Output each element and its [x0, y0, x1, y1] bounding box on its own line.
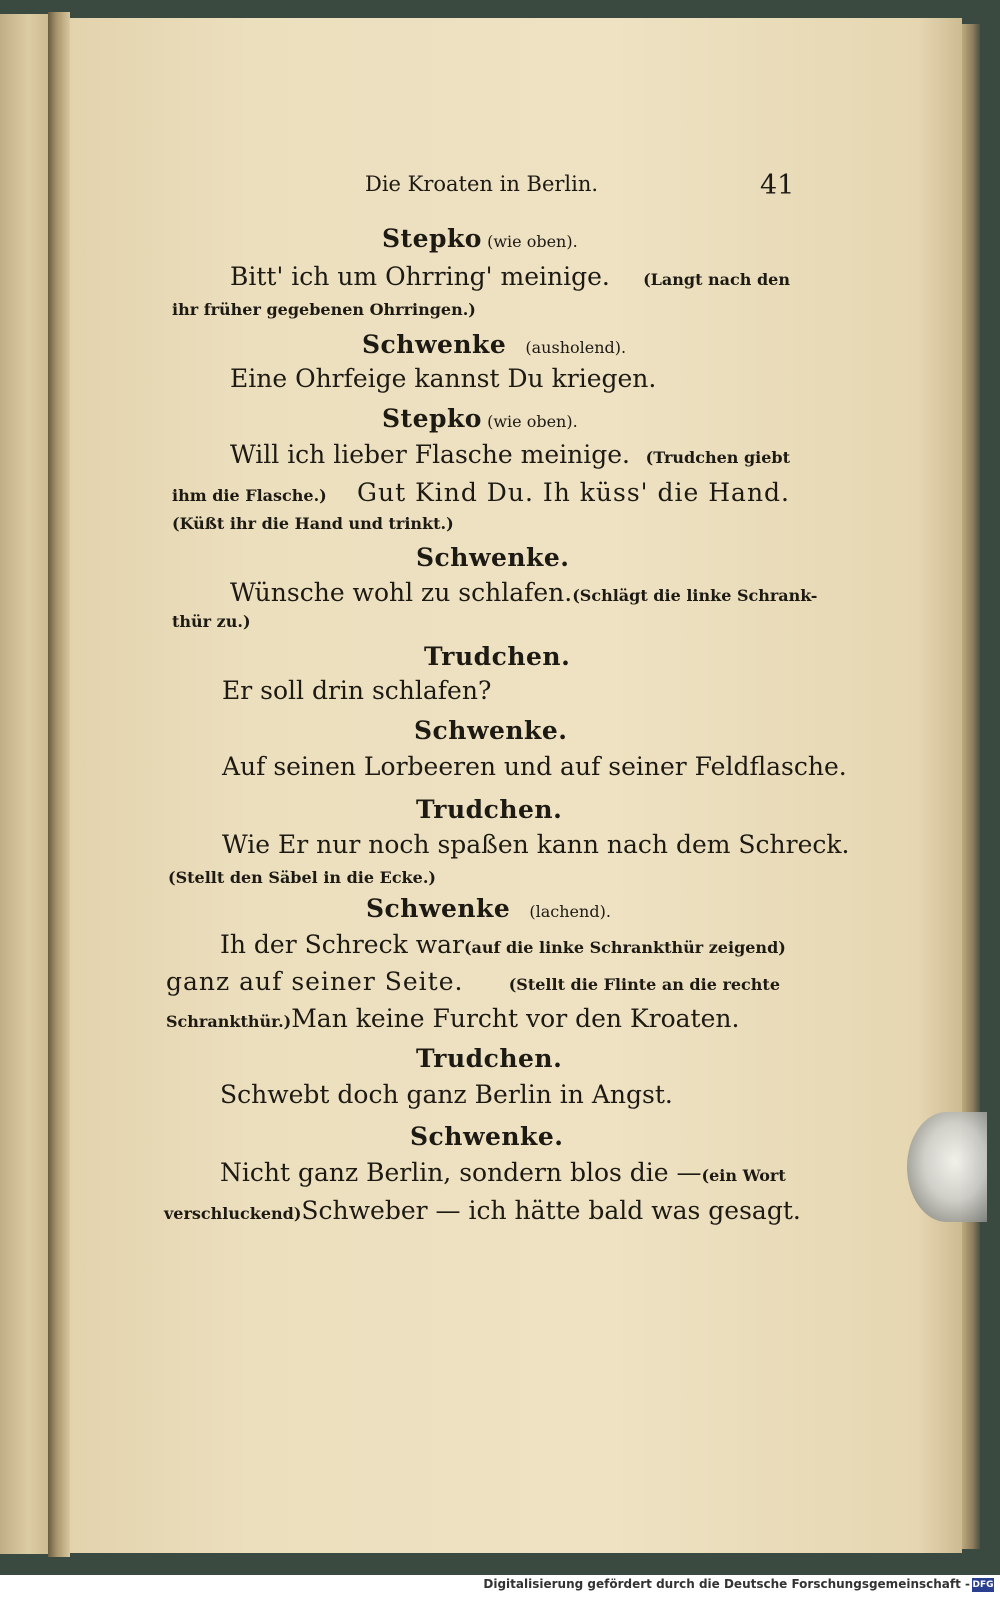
stage-direction: (ausholend).	[525, 338, 627, 357]
dialogue-text: Schwebt doch ganz Berlin in Angst.	[220, 1080, 673, 1109]
dialogue-text: Wünsche wohl zu schlafen.	[230, 578, 573, 607]
dialogue-text: Eine Ohrfeige kannst Du kriegen.	[230, 364, 657, 393]
speaker-name: Trudchen.	[416, 1044, 563, 1073]
stage-direction: (lachend).	[529, 902, 611, 921]
previous-page-edge	[0, 14, 48, 1554]
speaker-name: Trudchen.	[416, 795, 563, 824]
speaker-name: Schwenke.	[416, 543, 570, 572]
stage-direction: (wie oben).	[487, 232, 578, 251]
speaker-name: Schwenke.	[410, 1122, 564, 1151]
stage-direction: Schrankthür.)	[166, 1012, 292, 1031]
speaker-line	[382, 224, 578, 253]
dialogue-line	[172, 478, 790, 507]
dialogue-line	[166, 967, 780, 996]
dialogue-line	[230, 262, 790, 291]
footer-bar	[0, 1575, 1000, 1597]
speaker-name: Stepko	[382, 224, 482, 253]
dfg-logo-icon: DFG	[972, 1580, 994, 1590]
speaker-name: Stepko	[382, 404, 482, 433]
dialogue-text: Nicht ganz Berlin, sondern blos die —	[220, 1158, 702, 1187]
stage-direction: (Stellt die Flinte an die rechte	[508, 975, 780, 994]
dialogue-text: Man keine Furcht vor den Kroaten.	[291, 1004, 740, 1033]
dialogue-line	[230, 578, 818, 607]
dialogue-text: Er soll drin schlafen?	[222, 676, 492, 705]
stage-direction: thür zu.)	[172, 612, 251, 631]
dialogue-text: Bitt' ich um Ohrring' meinige.	[230, 262, 610, 291]
dialogue-text: ganz auf seiner Seite.	[166, 967, 464, 996]
dialogue-line	[164, 1196, 801, 1225]
stage-direction: ihr früher gegebenen Ohrringen.)	[172, 300, 476, 319]
running-title: Die Kroaten in Berlin.	[365, 172, 599, 196]
dialogue-text: Gut Kind Du. Ih küss' die Hand.	[357, 478, 790, 507]
dialogue-line	[220, 930, 786, 959]
dialogue-line	[230, 440, 790, 469]
speaker-line	[382, 404, 578, 433]
stage-direction: (Langt nach den	[643, 270, 790, 289]
dialogue-text: Schweber — ich hätte bald was gesagt.	[301, 1196, 801, 1225]
stage-direction: ihm die Flasche.)	[172, 486, 327, 505]
dialogue-line	[220, 1158, 786, 1187]
stage-direction: (Küßt ihr die Hand und trinkt.)	[172, 514, 454, 533]
speaker-line	[366, 894, 611, 923]
speaker-name: Schwenke	[362, 330, 507, 359]
dialogue-text: Auf seinen Lorbeeren und auf seiner Feldflasche.	[222, 752, 847, 781]
footer-credit: Digitalisierung gefördert durch die Deutsche Forschungsgemeinschaft -	[483, 1577, 970, 1591]
speaker-line	[362, 330, 626, 359]
speaker-name: Schwenke	[366, 894, 511, 923]
stage-direction: (ein Wort	[701, 1166, 786, 1185]
stage-direction: (Schlägt die linke Schrank-	[572, 586, 818, 605]
page-gutter	[48, 12, 70, 1557]
stage-direction: (Trudchen giebt	[645, 448, 790, 467]
stage-direction: verschluckend)	[164, 1204, 302, 1223]
speaker-name: Trudchen.	[424, 642, 571, 671]
page-clip	[907, 1112, 987, 1222]
dialogue-text: Wie Er nur noch spaßen kann nach dem Schreck.	[222, 830, 850, 859]
page-number: 41	[760, 170, 795, 201]
dialogue-text: Ih der Schreck war	[220, 930, 464, 959]
stage-direction: (wie oben).	[487, 412, 578, 431]
dialogue-text: Will ich lieber Flasche meinige.	[230, 440, 630, 469]
dialogue-line	[166, 1004, 740, 1033]
stage-direction: (auf die linke Schrankthür zeigend)	[463, 938, 786, 957]
speaker-name: Schwenke.	[414, 716, 568, 745]
stage-direction: (Stellt den Säbel in die Ecke.)	[168, 868, 436, 887]
page-stack-edge	[962, 24, 980, 1549]
